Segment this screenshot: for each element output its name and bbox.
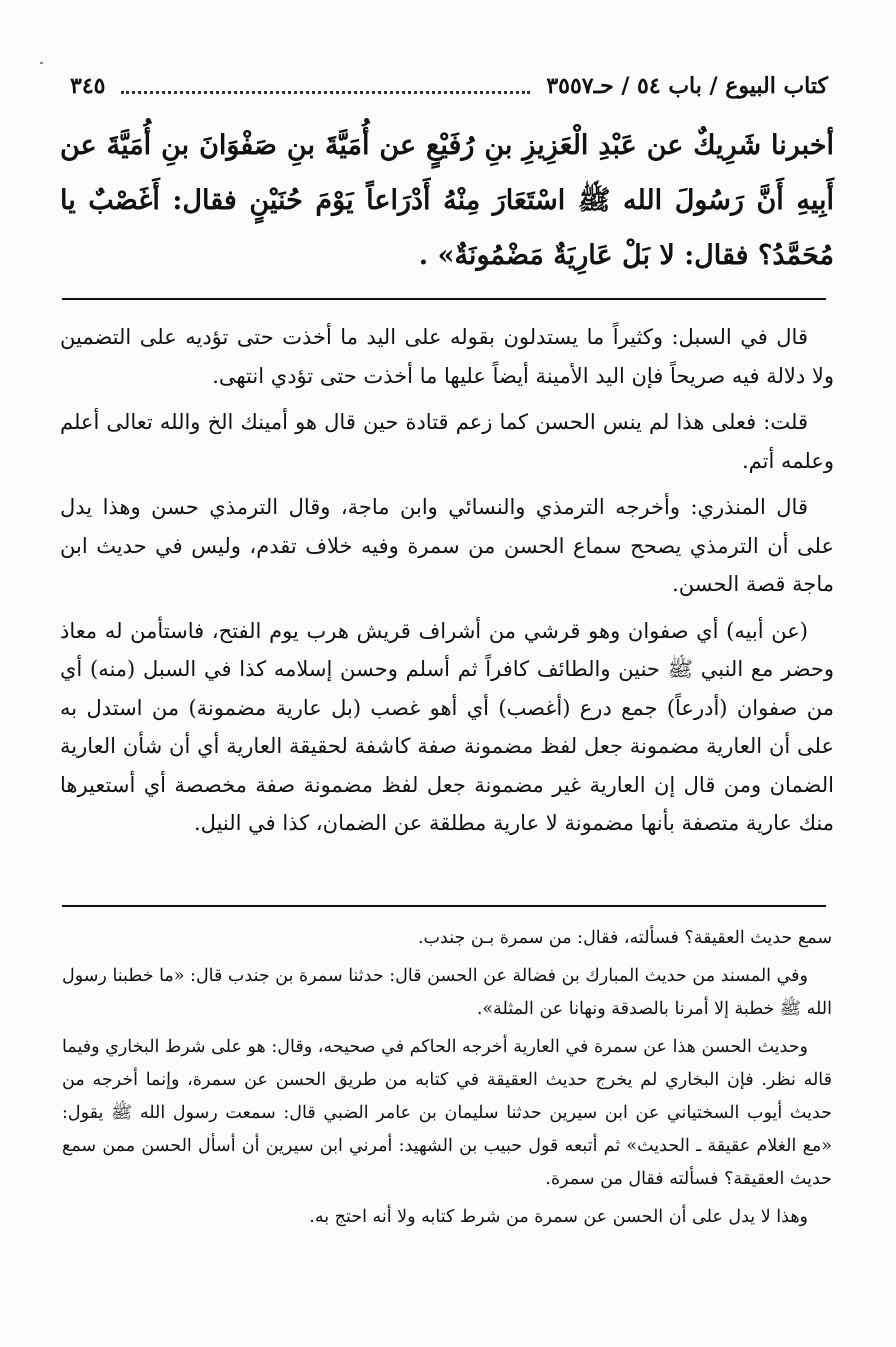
scan-speck [40, 62, 43, 64]
footnotes-section [62, 922, 832, 1239]
page-header [70, 66, 828, 106]
page-number: ٣٤٥ [70, 73, 106, 99]
hadith-paragraph: أخبرنا شَرِيكٌ عن عَبْدِ الْعَزِيزِ بنِ رُفَيْعٍ عن أُمَيَّةَ بنِ صَفْوَانَ بنِ أُمَيَّةَ عن أَبِيهِ أَنَّ رَسُولَ الله ﷺ اسْتَعَارَ مِنْهُ أَدْرَاعاً يَوْمَ حُنَيْنٍ فقال: أَغَصْبٌ يا مُحَمَّدُ؟ فقال: لا بَلْ عَارِيَةٌ مَضْمُونَةٌ» . [60, 130, 834, 271]
running-title: كتاب البيوع / باب ٥٤ / حـ٣٥٥٧ [546, 73, 828, 99]
commentary-paragraph: قال المنذري: وأخرجه الترمذي والنسائي وابن ماجة، وقال الترمذي حسن وهذا يدل على أن الترمذي يصحح سماع الحسن من سمرة وفيه خلاف تقدم، وليس في حديث ابن ماجة قصة الحسن. [60, 495, 834, 596]
footnote-paragraph: وحديث الحسن هذا عن سمرة في العارية أخرجه الحاكم في صحيحه، وقال: هو على شرط البخاري وفيما قاله نظر. فإن البخاري لم يخرج حديث العقيقة في كتابه من طريق الحسن عن سمرة، وإنما أخرجه من حديث أيوب السختياني عن ابن سيرين حدثنا سليمان بن عامر الضبي قال: سمعت رسول الله ﷺ يقول: «مع الغلام عقيقة ـ الحديث» ثم أتبعه قول حبيب بن الشهيد: أمرني ابن سيرين أن أسأل الحسن ممن سمع حديث العقيقة؟ فسألته فقال من سمرة. [62, 1037, 832, 1189]
leader-dots [121, 79, 530, 94]
footnote-paragraph: وفي المسند من حديث المبارك بن فضالة عن الحسن قال: حدثنا سمرة بن جندب قال: «ما خطبنا رسول الله ﷺ خطبة إلا أمرنا بالصدقة ونهانا عن المثلة». [62, 966, 832, 1019]
footnote-paragraph: وهذا لا يدل على أن الحسن عن سمرة من شرط كتابه ولا أنه احتج به. [309, 1207, 808, 1227]
commentary-paragraph: (عن أبيه) أي صفوان وهو قرشي من أشراف قريش هرب يوم الفتح، فاستأمن له معاذ وحضر مع النبي ﷺ حنين والطائف كافراً ثم أسلم وحسن إسلامه كذا في السبل (منه) أي من صفوان (أدرعاً) جمع درع (أغصب) أي أهو غصب (بل عارية مضمونة) من استدل به على أن العارية مضمونة جعل لفظ مضمونة صفة كاشفة لحقيقة العارية أي أن شأن العارية الضمان ومن قال إن العارية غير مضمونة جعل لفظ مضمونة صفة مخصصة أي أستعيرها منك عارية متصفة بأنها مضمونة لا عارية مطلقة عن الضمان، كذا في النيل. [60, 618, 834, 835]
commentary-section [60, 318, 834, 851]
commentary-paragraph: قلت: فعلى هذا لم ينس الحسن كما زعم قتادة حين قال هو أمينك الخ والله تعالى أعلم وعلمه أتم. [60, 410, 834, 473]
footnote-paragraph: سمع حديث العقيقة؟ فسألته، فقال: من سمرة بـن جندب. [417, 928, 832, 948]
hadith-text [60, 118, 834, 283]
divider-rule [62, 298, 826, 300]
footnote-divider [62, 905, 826, 907]
commentary-paragraph: قال في السبل: وكثيراً ما يستدلون بقوله على اليد ما أخذت حتى تؤديه على التضمين ولا دلالة فيه صريحاً فإن اليد الأمينة أيضاً عليها ما أخذت حتى تؤدي انتهى. [60, 325, 834, 388]
